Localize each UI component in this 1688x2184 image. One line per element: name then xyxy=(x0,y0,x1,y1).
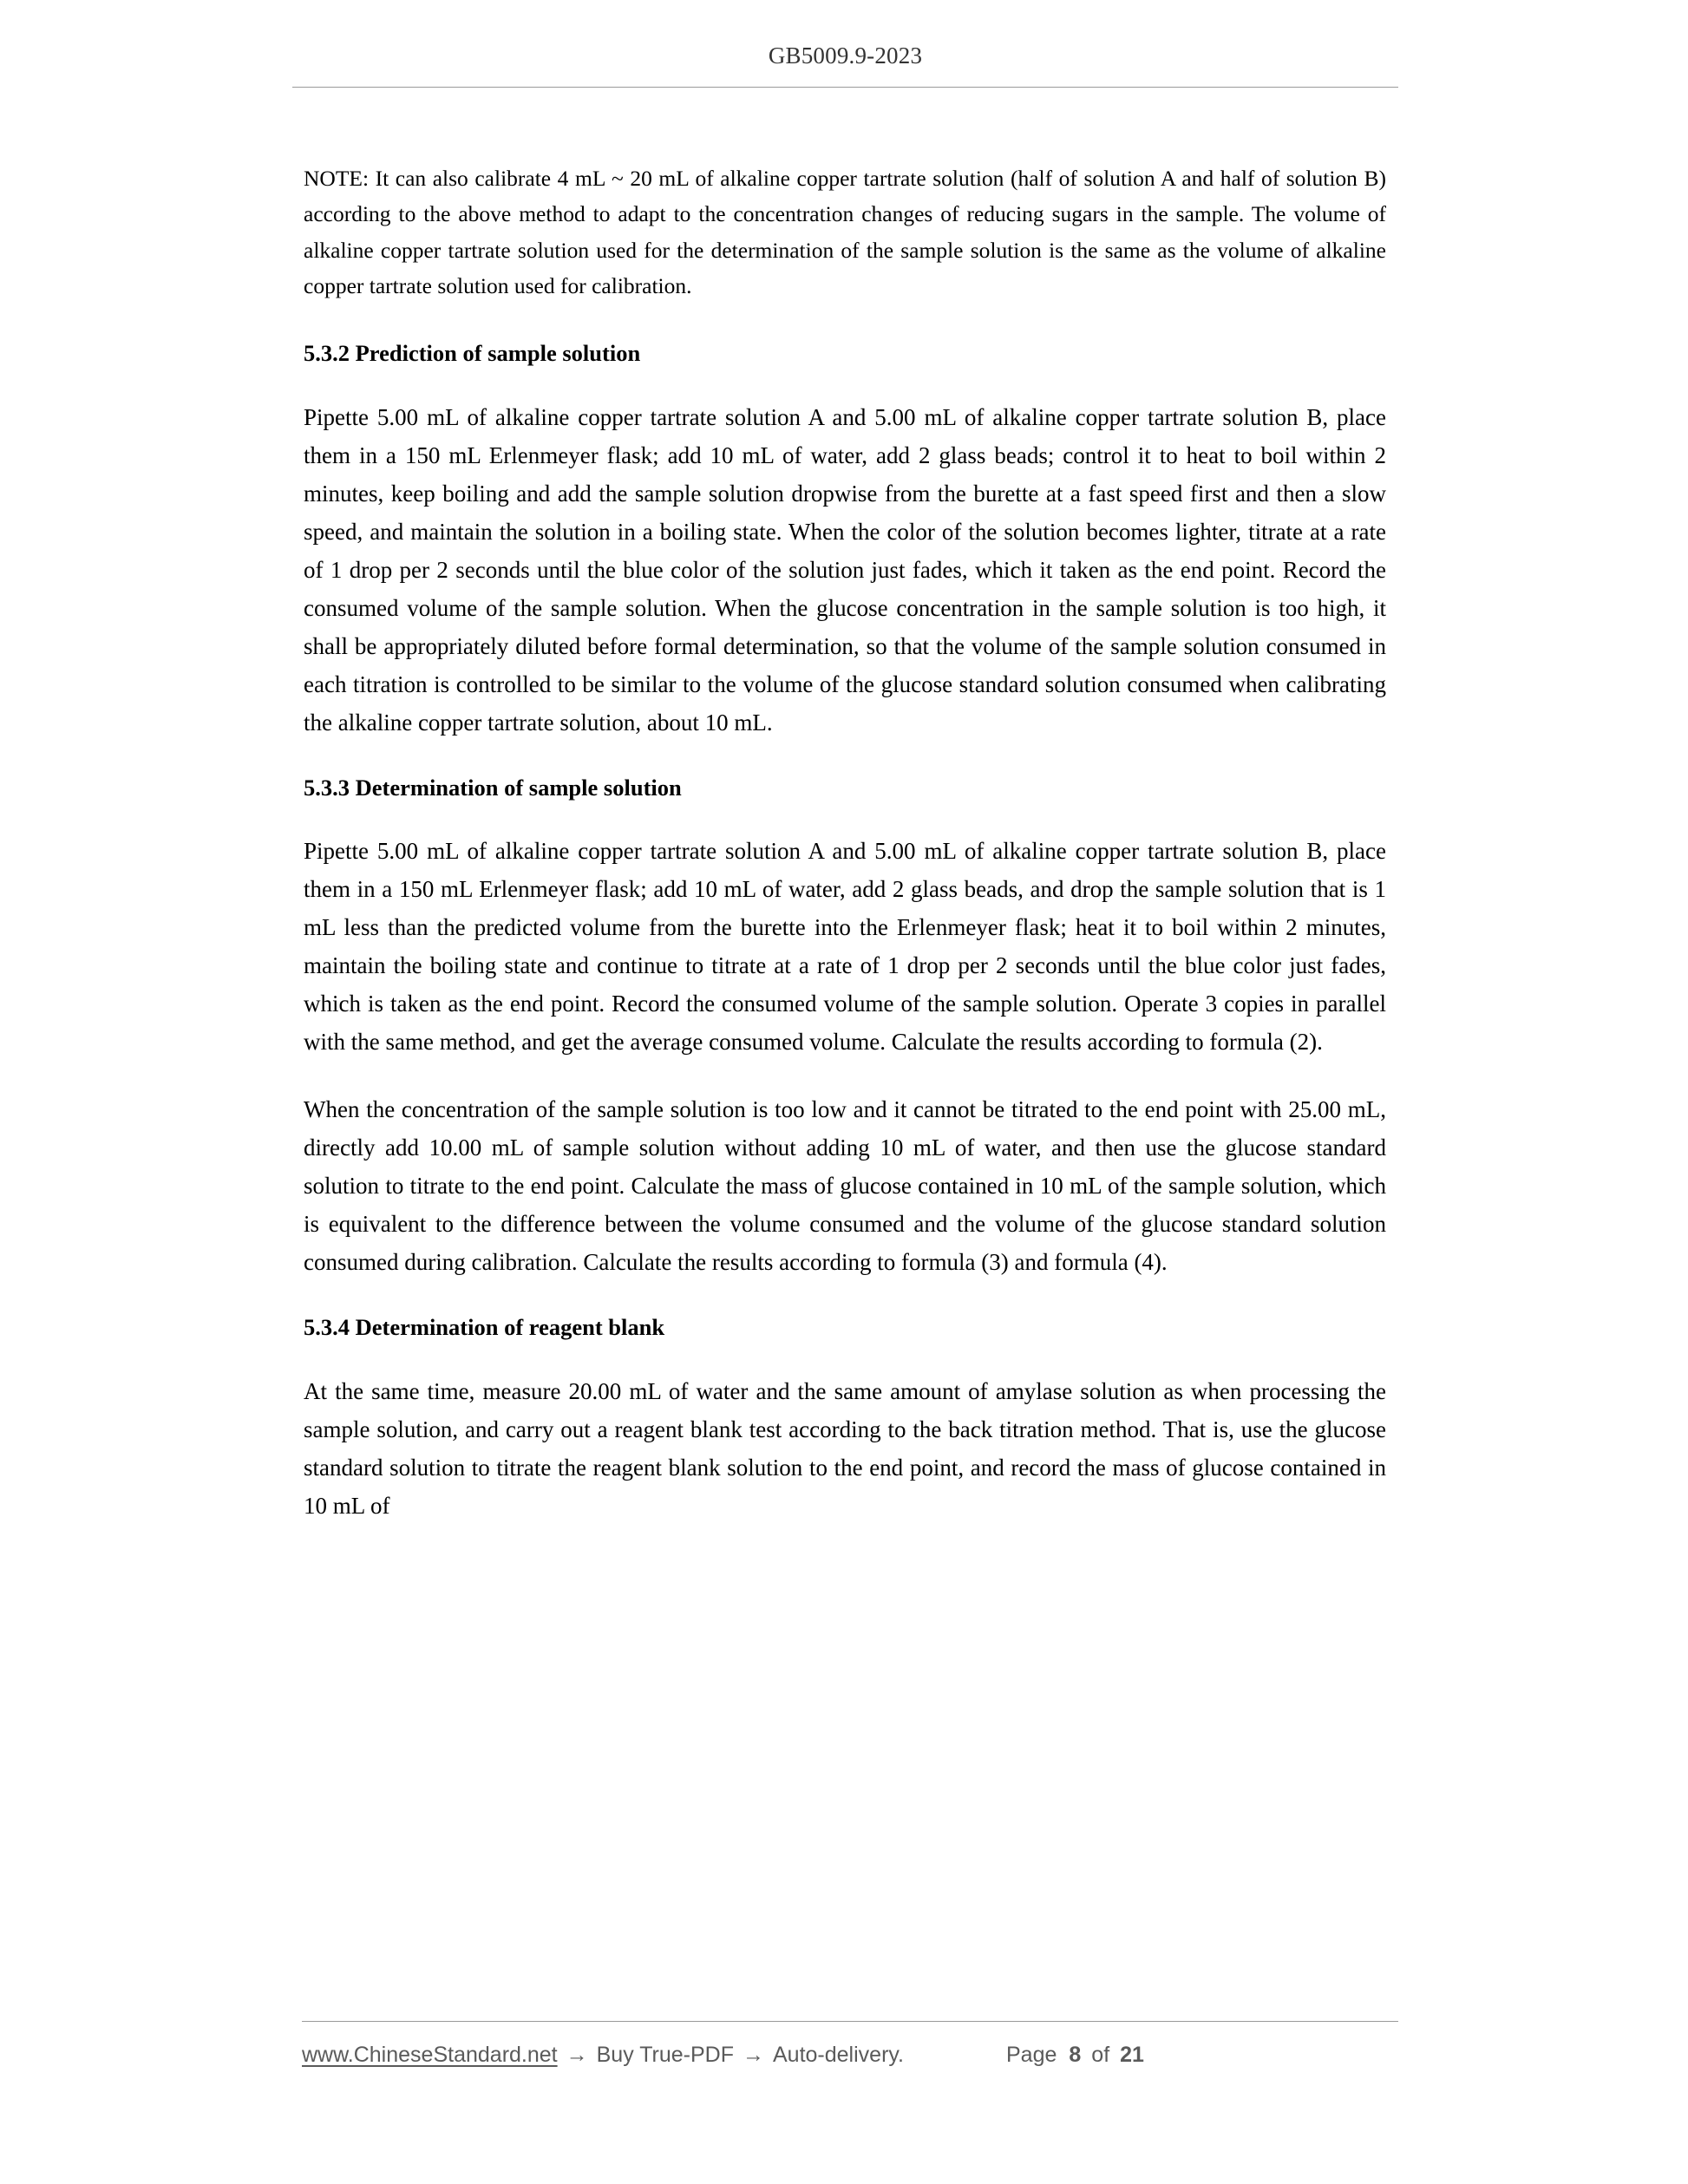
spacer xyxy=(304,802,1386,832)
document-content xyxy=(304,160,1386,1525)
footer-delivery-label: Auto-delivery. xyxy=(773,2043,904,2067)
note-paragraph: NOTE: It can also calibrate 4 mL ~ 20 mL of alkaline copper tartrate solution (half of solution A and half of solution B) according to the above method to adapt to the concentration changes of reducing sugars in the sample. The volume of alkaline copper tartrate solution used for the determination of the sample solution is the same as the volume of alkaline copper tartrate solution used for calibration. xyxy=(304,166,1386,298)
footer-divider xyxy=(302,2021,1398,2022)
spacer xyxy=(304,1281,1386,1312)
total-page-count: 21 xyxy=(1120,2043,1144,2067)
heading-5-3-2: 5.3.2 Prediction of sample solution xyxy=(304,340,641,367)
page-footer xyxy=(302,2021,1398,2068)
page-label: Page xyxy=(1006,2043,1057,2067)
spacer xyxy=(304,1343,1386,1372)
paragraph-5-3-2: Pipette 5.00 mL of alkaline copper tartrate solution A and 5.00 mL of alkaline copper tartrate solution B, place them in a 150 mL Erlenmeyer flask; add 10 mL of water, add 2 glass beads; control it to heat to boil within 2 minutes, keep boiling and add the sample solution dropwise from the burette at a fast speed first and then a slow speed, and maintain the solution in a boiling state. When the color of the solution becomes lighter, titrate at a rate of 1 drop per 2 seconds until the blue color of the solution just fades, which it taken as the end point. Record the consumed volume of the sample solution. When the glucose concentration in the sample solution is too high, it shall be appropriately diluted before formal determination, so that the volume of the sample solution consumed in each titration is controlled to be similar to the volume of the glucose standard solution consumed when calibrating the alkaline copper tartrate solution, about 10 mL. xyxy=(304,403,1386,736)
footer-buy-label: Buy True-PDF xyxy=(596,2043,734,2067)
footer-promo xyxy=(302,2043,904,2068)
current-page-number: 8 xyxy=(1069,2043,1082,2067)
header-standard-code: GB5009.9-2023 xyxy=(768,43,923,69)
page-header xyxy=(292,42,1398,88)
of-label: of xyxy=(1091,2043,1110,2067)
header-divider xyxy=(292,87,1398,88)
paragraph-5-3-3-second: When the concentration of the sample solution is too low and it cannot be titrated to the end point with 25.00 mL, directly add 10.00 mL of sample solution without adding 10 mL of water, and then use the glucose standard solution to titrate to the end point. Calculate the mass of glucose contained in 10 mL of the sample solution, which is equivalent to the difference between the volume consumed and the volume of the glucose standard solution consumed during calibration. Calculate the results according to formula (3) and formula (4). xyxy=(304,1096,1386,1276)
spacer xyxy=(304,1061,1386,1090)
spacer xyxy=(304,369,1386,398)
heading-5-3-3: 5.3.3 Determination of sample solution xyxy=(304,774,682,801)
right-arrow-icon: → xyxy=(566,2043,588,2067)
page-indicator xyxy=(1006,2043,1146,2068)
heading-5-3-4: 5.3.4 Determination of reagent blank xyxy=(304,1314,665,1341)
footer-row xyxy=(302,2043,1398,2068)
right-arrow-icon: → xyxy=(743,2043,764,2067)
spacer xyxy=(304,742,1386,773)
footer-website-link[interactable]: www.ChineseStandard.net xyxy=(302,2043,558,2067)
paragraph-5-3-4: At the same time, measure 20.00 mL of water and the same amount of amylase solution as when processing the sample solution, and carry out a reagent blank test according to the back titration method. That is, use the glucose standard solution to titrate the reagent blank solution to the end point, and record the mass of glucose contained in 10 mL of xyxy=(304,1377,1386,1519)
paragraph-5-3-3-first: Pipette 5.00 mL of alkaline copper tartrate solution A and 5.00 mL of alkaline copper tartrate solution B, place them in a 150 mL Erlenmeyer flask; add 10 mL of water, add 2 glass beads, and drop the sample solution that is 1 mL less than the predicted volume from the burette into the Erlenmeyer flask; heat it to boil within 2 minutes, maintain the boiling state and continue to titrate at a rate of 1 drop per 2 seconds until the blue color just fades, which is taken as the end point. Record the consumed volume of the sample solution. Operate 3 copies in parallel with the same method, and get the average consumed volume. Calculate the results according to formula (2). xyxy=(304,838,1386,1056)
